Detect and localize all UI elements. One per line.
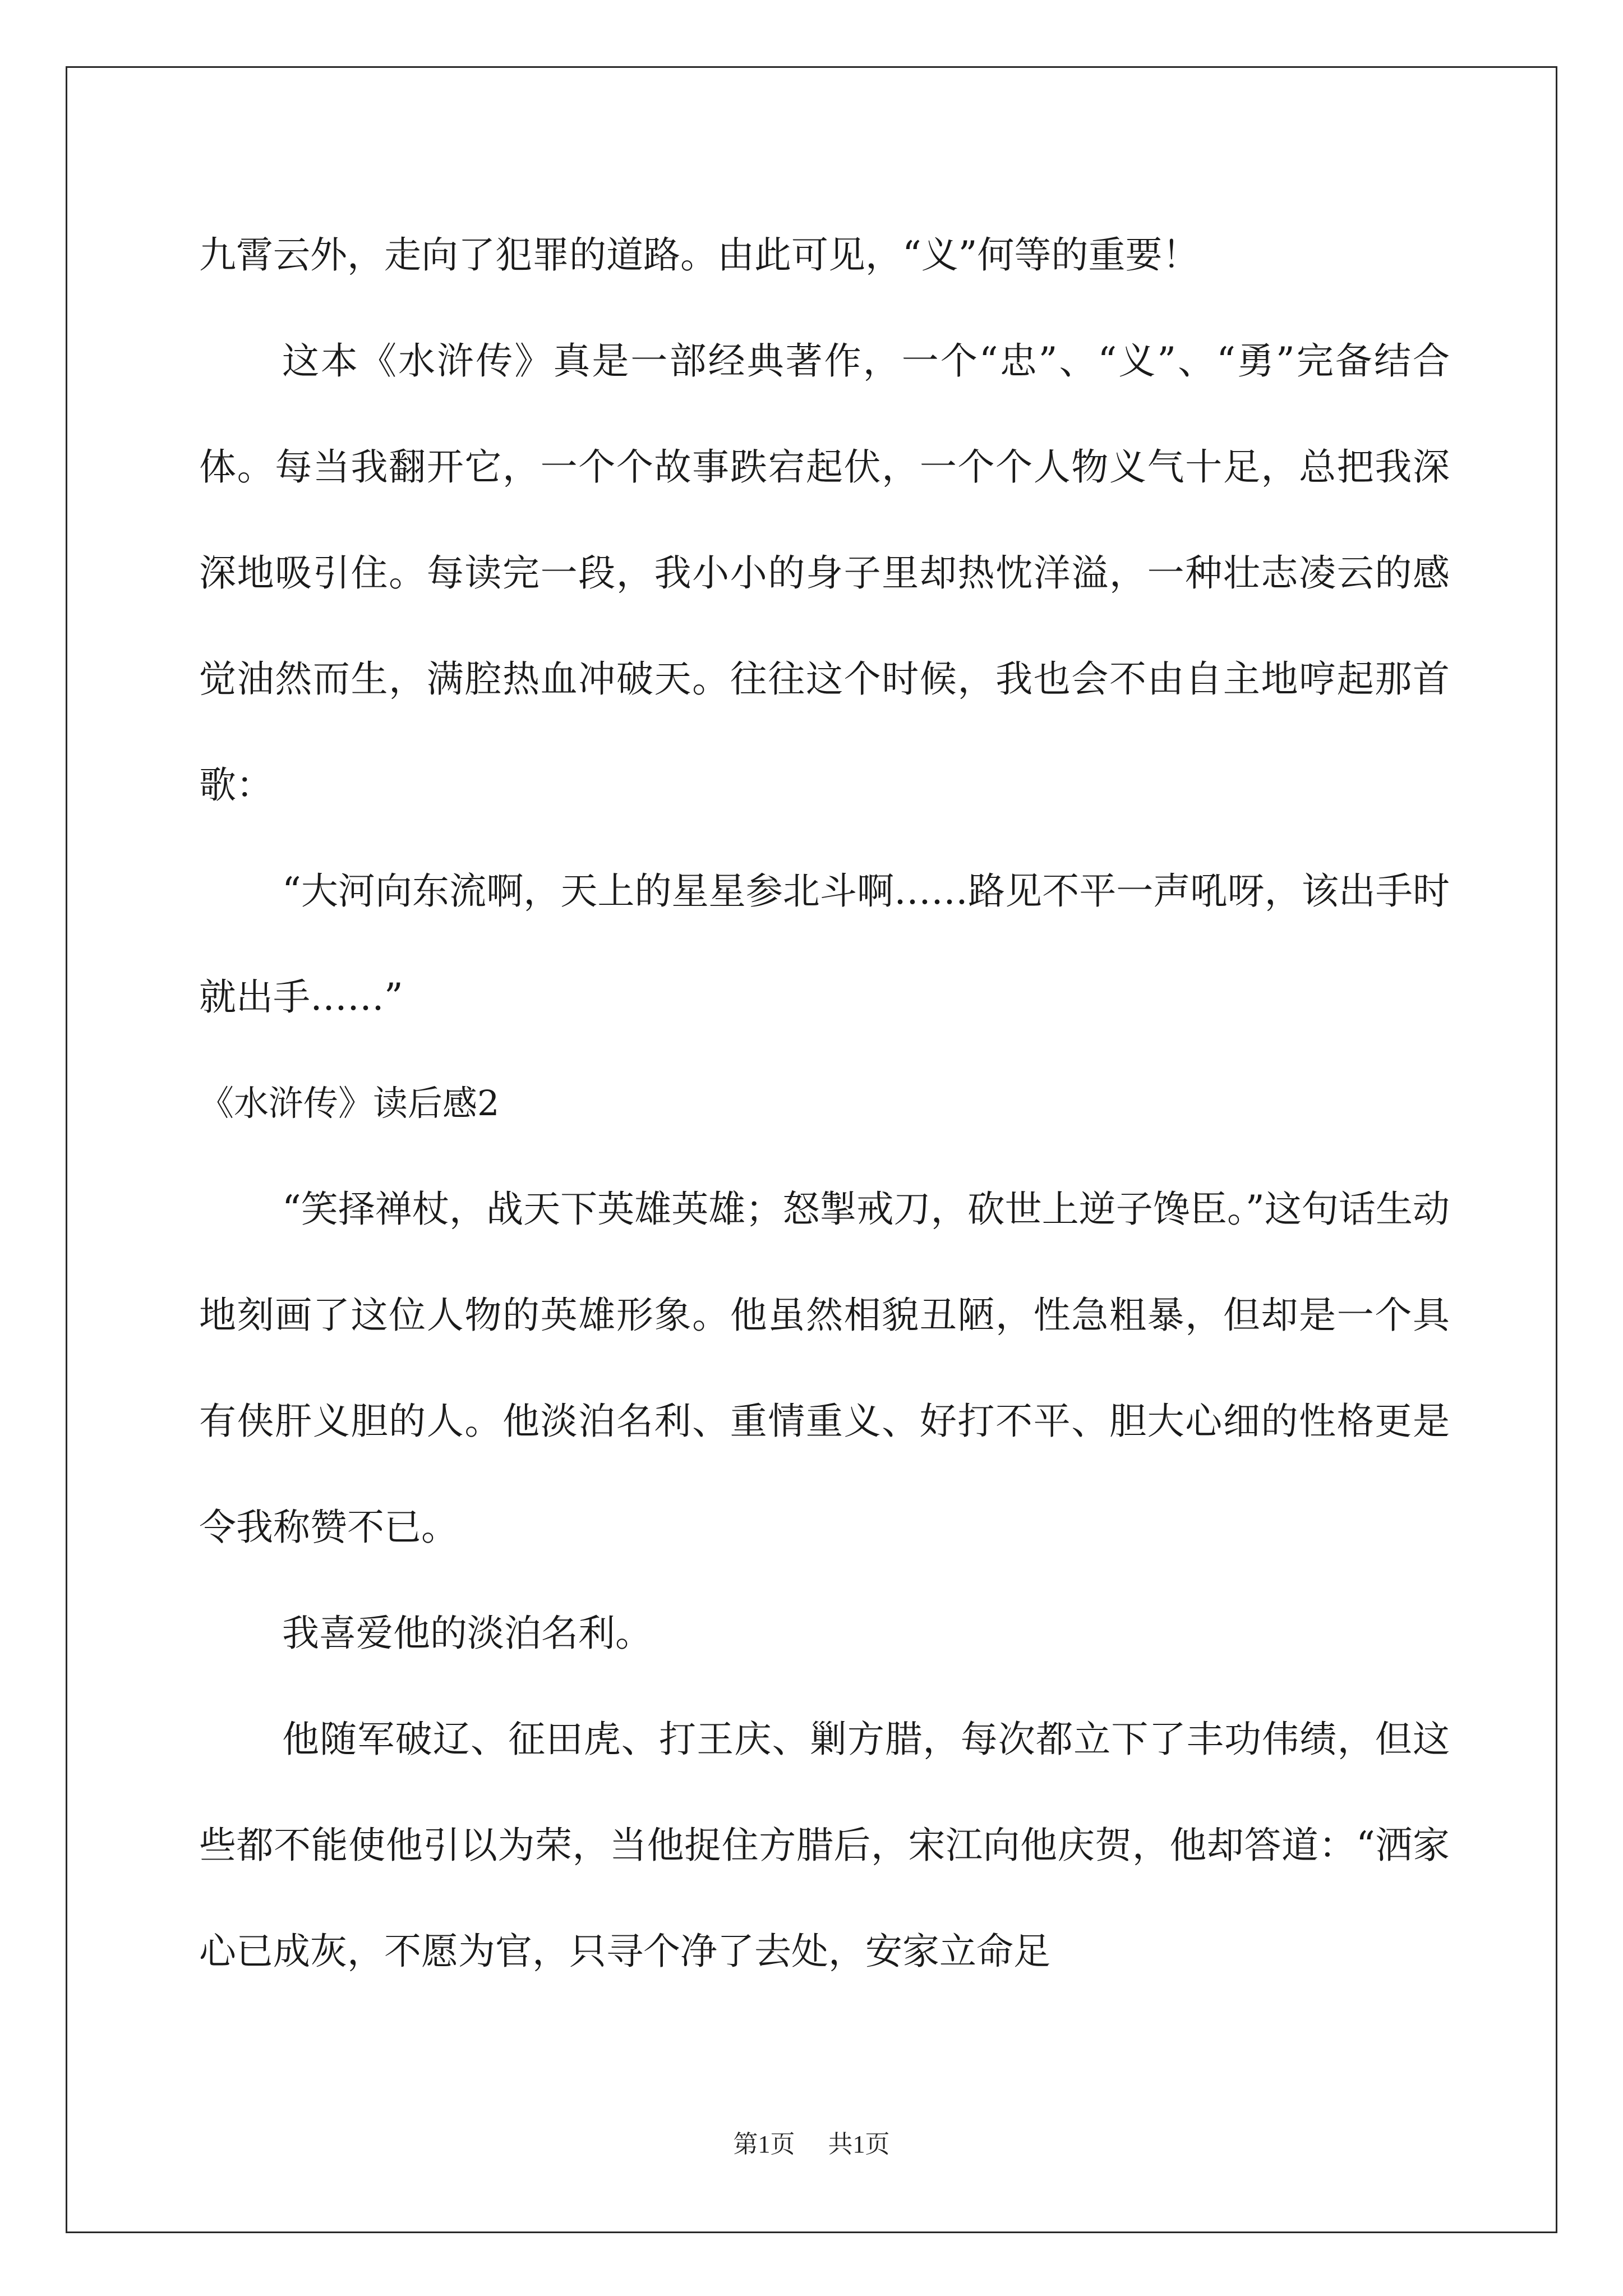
page-footer [0, 2124, 1623, 2160]
paragraph: 我喜爱他的淡泊名利。 [282, 1612, 652, 1655]
paragraph: 这本《水浒传》真是一部经典著作，一个“忠”、“义”、“勇”完备结合体。每当我翻开它，一个个故事跌宕起伏，一个个人物义气十足，总把我深深地吸引住。每读完一段，我小小的身子里却热忱洋溢，一种壮志凌云的感觉油然而生，满腔热血冲破天。往往这个时候，我也会不由自主地哼起那首歌： [199, 339, 1450, 807]
document-body [199, 202, 1450, 2004]
paragraph: 他随军破辽、征田虎、打王庆、剿方腊，每次都立下了丰功伟绩，但这些都不能使他引以为荣，当他捉住方腊后，宋江向他庆贺，他却答道：“洒家心已成灰，不愿为官，只寻个净了去处，安家立命足 [199, 1718, 1450, 1973]
section-title: 《水浒传》读后感2 [199, 1083, 500, 1124]
paragraph: 九霄云外，走向了犯罪的道路。由此可见，“义”何等的重要！ [199, 233, 1200, 277]
paragraph: “大河向东流啊，天上的星星参北斗啊……路见不平一声吼呀，该出手时就出手……” [199, 869, 1450, 1019]
paragraph: “笑择禅杖，战天下英雄英雄；怒掣戒刀，砍世上逆子馋臣。”这句话生动地刻画了这位人物的英雄形象。他虽然相貌丑陋，性急粗暴，但却是一个具有侠肝义胆的人。他淡泊名利、重情重义、好打不平、胆大心细的性格更是令我称赞不已。 [199, 1188, 1450, 1549]
page-number: 第1页 [733, 2131, 795, 2158]
page-total: 共1页 [828, 2131, 890, 2158]
